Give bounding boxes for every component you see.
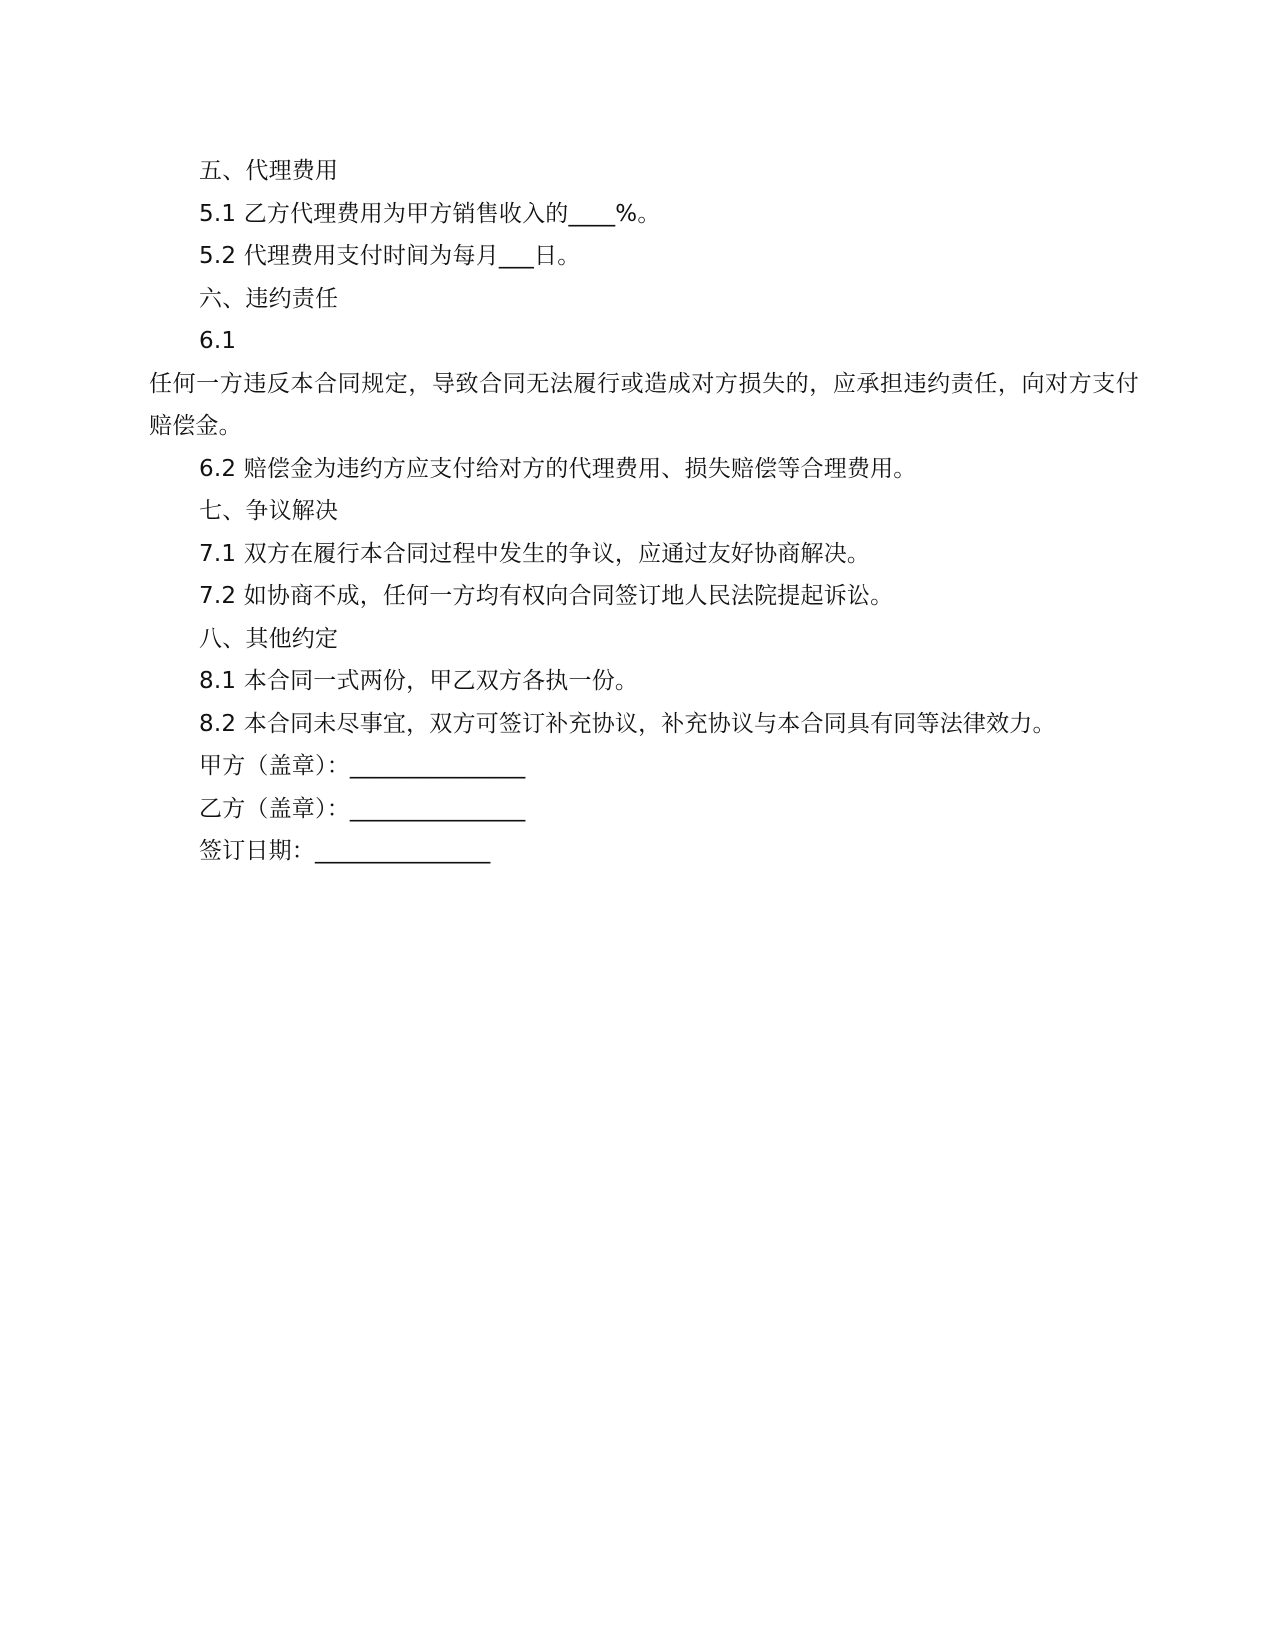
contract-body [149, 150, 1139, 873]
clause-6-1-number: 6.1 [199, 328, 237, 354]
section-5-heading: 五、代理费用 [199, 158, 339, 184]
section-7-heading: 七、争议解决 [199, 498, 339, 524]
party-a-signature-line: 甲方（盖章）：_______________ [199, 753, 526, 779]
clause-7-2: 7.2 如协商不成，任何一方均有权向合同签订地人民法院提起诉讼。 [199, 583, 894, 609]
section-6-heading: 六、违约责任 [199, 285, 339, 312]
clause-8-1: 8.1 本合同一式两份，甲乙双方各执一份。 [199, 668, 639, 694]
clause-7-1: 7.1 双方在履行本合同过程中发生的争议，应通过友好协商解决。 [199, 540, 871, 567]
clause-5-1: 5.1 乙方代理费用为甲方销售收入的____%。 [199, 200, 661, 227]
clause-6-1-text: 任何一方违反本合同规定，导致合同无法履行或造成对方损失的，应承担违约责任，向对方支付赔偿金。 [149, 370, 1139, 439]
section-8-heading: 八、其他约定 [199, 625, 339, 652]
sign-date-line: 签订日期：_______________ [199, 838, 491, 864]
clause-8-2: 8.2 本合同未尽事宜，双方可签订补充协议，补充协议与本合同具有同等法律效力。 [199, 710, 1056, 737]
clause-5-2: 5.2 代理费用支付时间为每月___日。 [199, 243, 581, 269]
party-b-signature-line: 乙方（盖章）：_______________ [199, 795, 526, 822]
clause-6-2: 6.2 赔偿金为违约方应支付给对方的代理费用、损失赔偿等合理费用。 [199, 455, 917, 482]
